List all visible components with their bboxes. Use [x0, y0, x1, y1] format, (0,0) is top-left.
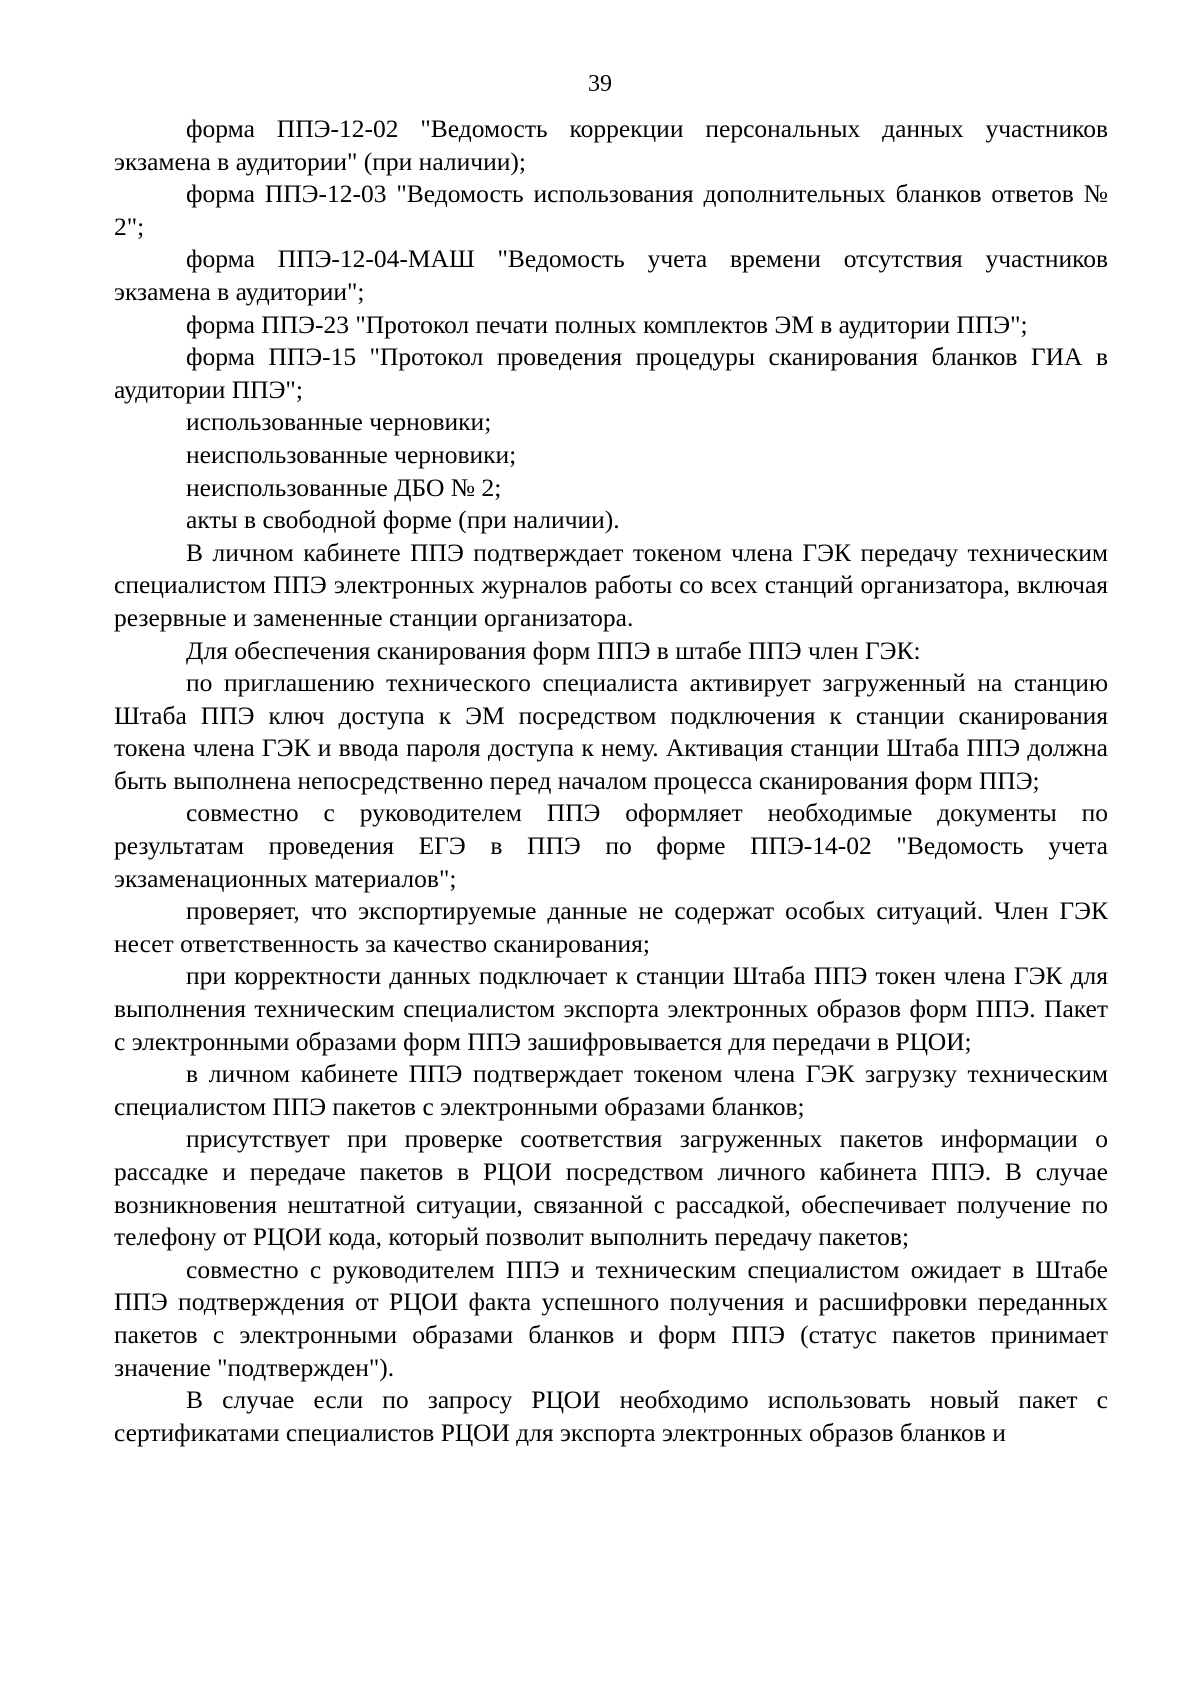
paragraph: неиспользованные черновики; [186, 439, 517, 469]
page-number: 39 [588, 71, 612, 97]
paragraph: проверяет, что экспортируемые данные не содержат особых ситуаций. Член ГЭК несет ответственность за качество сканирования; [114, 896, 1108, 958]
paragraph: присутствует при проверке соответствия загруженных пакетов информации о рассадке и передаче пакетов в РЦОИ посредством личного кабинета ППЭ. В случае возникновения нештатной ситуации, связанной с рассадкой, обеспечивает получение по телефону от РЦОИ кода, который позволит выполнить передачу пакетов; [114, 1124, 1108, 1252]
paragraph: форма ППЭ-12-02 "Ведомость коррекции персональных данных участников экзамена в аудитории" (при наличии); [114, 114, 1108, 176]
paragraph: Для обеспечения сканирования форм ППЭ в штабе ППЭ член ГЭК: [186, 635, 921, 665]
paragraph: при корректности данных подключает к станции Штаба ППЭ токен члена ГЭК для выполнения техническим специалистом экспорта электронных образов форм ППЭ. Пакет с электронными образами форм ППЭ зашифровывается для передачи в РЦОИ; [114, 961, 1108, 1056]
paragraph: акты в свободной форме (при наличии). [186, 505, 620, 535]
paragraph: форма ППЭ-12-04-МАШ "Ведомость учета времени отсутствия участников экзамена в аудитории"; [114, 244, 1108, 306]
paragraph: в личном кабинете ППЭ подтверждает токеном члена ГЭК загрузку техническим специалистом ППЭ пакетов с электронными образами бланков; [114, 1059, 1108, 1121]
paragraph: форма ППЭ-23 "Протокол печати полных комплектов ЭМ в аудитории ППЭ"; [186, 309, 1028, 339]
paragraph: неиспользованные ДБО № 2; [186, 472, 502, 502]
document-body [114, 113, 1108, 1449]
paragraph: форма ППЭ-15 "Протокол проведения процедуры сканирования бланков ГИА в аудитории ППЭ"; [114, 342, 1108, 404]
paragraph: совместно с руководителем ППЭ и техническим специалистом ожидает в Штабе ППЭ подтверждения от РЦОИ факта успешного получения и расшифровки переданных пакетов с электронными образами бланков и форм ППЭ (статус пакетов принимает значение "подтвержден"). [114, 1254, 1108, 1382]
paragraph: форма ППЭ-12-03 "Ведомость использования дополнительных бланков ответов № 2"; [114, 179, 1108, 241]
paragraph: совместно с руководителем ППЭ оформляет необходимые документы по результатам проведения ЕГЭ в ППЭ по форме ППЭ-14-02 "Ведомость учета экзаменационных материалов"; [114, 798, 1108, 893]
paragraph: В личном кабинете ППЭ подтверждает токеном члена ГЭК передачу техническим специалистом ППЭ электронных журналов работы со всех станций организатора, включая резервные и замененные станции организатора. [114, 537, 1108, 632]
paragraph: по приглашению технического специалиста активирует загруженный на станцию Штаба ППЭ ключ доступа к ЭМ посредством подключения к станции сканирования токена члена ГЭК и ввода пароля доступа к нему. Активация станции Штаба ППЭ должна быть выполнена непосредственно перед началом процесса сканирования форм ППЭ; [114, 668, 1108, 795]
paragraph: использованные черновики; [186, 407, 492, 437]
paragraph: В случае если по запросу РЦОИ необходимо использовать новый пакет с сертификатами специалистов РЦОИ для экспорта электронных образов бланков и [114, 1385, 1108, 1447]
